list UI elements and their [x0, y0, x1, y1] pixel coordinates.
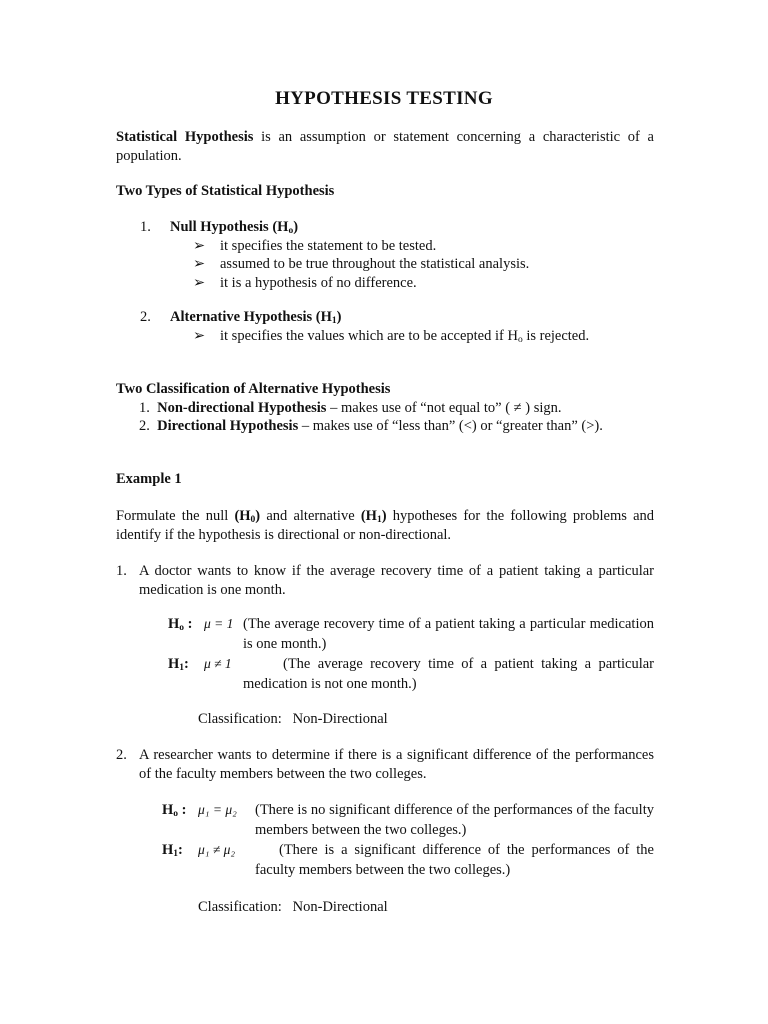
problem-2: 2. A researcher wants to determine if there is a significant difference of the performances of the faculty members between the two colleges. — [116, 747, 654, 782]
classification-item: 1. Non-directional Hypothesis – makes use of “not equal to” ( ≠ ) sign. — [139, 399, 562, 416]
example-heading: Example 1 — [116, 471, 182, 487]
classification-value: Non-Directional — [292, 899, 388, 915]
alternative-hypothesis-item — [116, 308, 654, 345]
classification-item: 2. Directional Hypothesis – makes use of “less than” (<) or “greater than” (>). — [139, 418, 603, 434]
arrow-bullet-icon: ➢ — [193, 256, 206, 272]
problem-text: A researcher wants to determine if there is a significant difference of the performances of the faculty members between the two colleges. — [139, 747, 654, 782]
null-bullet: ➢ assumed to be true throughout the statistical analysis. — [193, 256, 530, 272]
arrow-bullet-icon: ➢ — [193, 327, 206, 344]
classification-value: Non-Directional — [292, 711, 388, 727]
h0-text: (There is no significant difference of the performances of the faculty members between the two colleges.) — [255, 802, 654, 838]
classification-section — [116, 380, 654, 436]
classification-heading: Two Classification of Alternative Hypothesis — [116, 381, 391, 397]
h0-text: (The average recovery time of a patient taking a particular medication is one month.) — [243, 616, 654, 652]
h1-text: (The average recovery time of a patient taking a particular medication is not one month.) — [243, 656, 654, 692]
h1-math: μ ≠ 1 — [204, 656, 232, 671]
null-number: 1. — [140, 219, 151, 235]
null-bullet: ➢ it is a hypothesis of no difference. — [193, 274, 417, 291]
definition-paragraph — [116, 128, 654, 165]
alternative-bullet: ➢ it specifies the values which are to be accepted if $H_o$ is rejected. — [193, 327, 590, 345]
problem-1-hypotheses — [116, 614, 654, 696]
h0-math: μ₁ = μ₂ — [198, 802, 237, 817]
null-label: Null Hypothesis $(H_o)$ — [170, 219, 299, 236]
page-title: HYPOTHESIS TESTING — [275, 88, 493, 109]
h1-math: μ₁ ≠ μ₂ — [198, 842, 236, 857]
definition-text: is an assumption or statement concerning a characteristic of a population. — [116, 129, 654, 164]
h1-label: $H_1$: — [168, 656, 189, 673]
alternative-label: Alternative Hypothesis $(H_1)$ — [170, 309, 342, 326]
null-bullet: ➢ it specifies the statement to be tested. — [193, 237, 437, 254]
h1-label: $H_1$: — [162, 842, 183, 859]
null-hypothesis-item — [116, 218, 654, 292]
problem-1: 1. A doctor wants to know if the average recovery time of a patient taking a particular medication is one month. — [116, 563, 654, 598]
types-heading: Two Types of Statistical Hypothesis — [116, 183, 335, 199]
h1-text: (There is a significant difference of the performances of the faculty members between the two colleges.) — [255, 842, 654, 878]
problem-text: A doctor wants to know if the average recovery time of a patient taking a particular medication is one month. — [139, 563, 654, 598]
definition-term: Statistical Hypothesis — [116, 129, 254, 145]
problem-2-hypotheses — [116, 800, 654, 882]
arrow-bullet-icon: ➢ — [193, 274, 206, 291]
h0-label: $H_o$ : — [168, 616, 193, 633]
problem-1-classification: Classification: Non-Directional — [198, 711, 388, 727]
example-intro: Formulate the null $(H_0)$ and alternative $(H_1)$ hypotheses for the following problems and identify if the hypothesis is directional or non-directional. — [116, 508, 654, 543]
alternative-number: 2. — [140, 309, 151, 325]
h0-label: $H_o$ : — [162, 802, 187, 819]
arrow-bullet-icon: ➢ — [193, 237, 206, 254]
h0-math: μ = 1 — [204, 616, 234, 631]
problem-2-classification: Classification: Non-Directional — [198, 899, 388, 915]
